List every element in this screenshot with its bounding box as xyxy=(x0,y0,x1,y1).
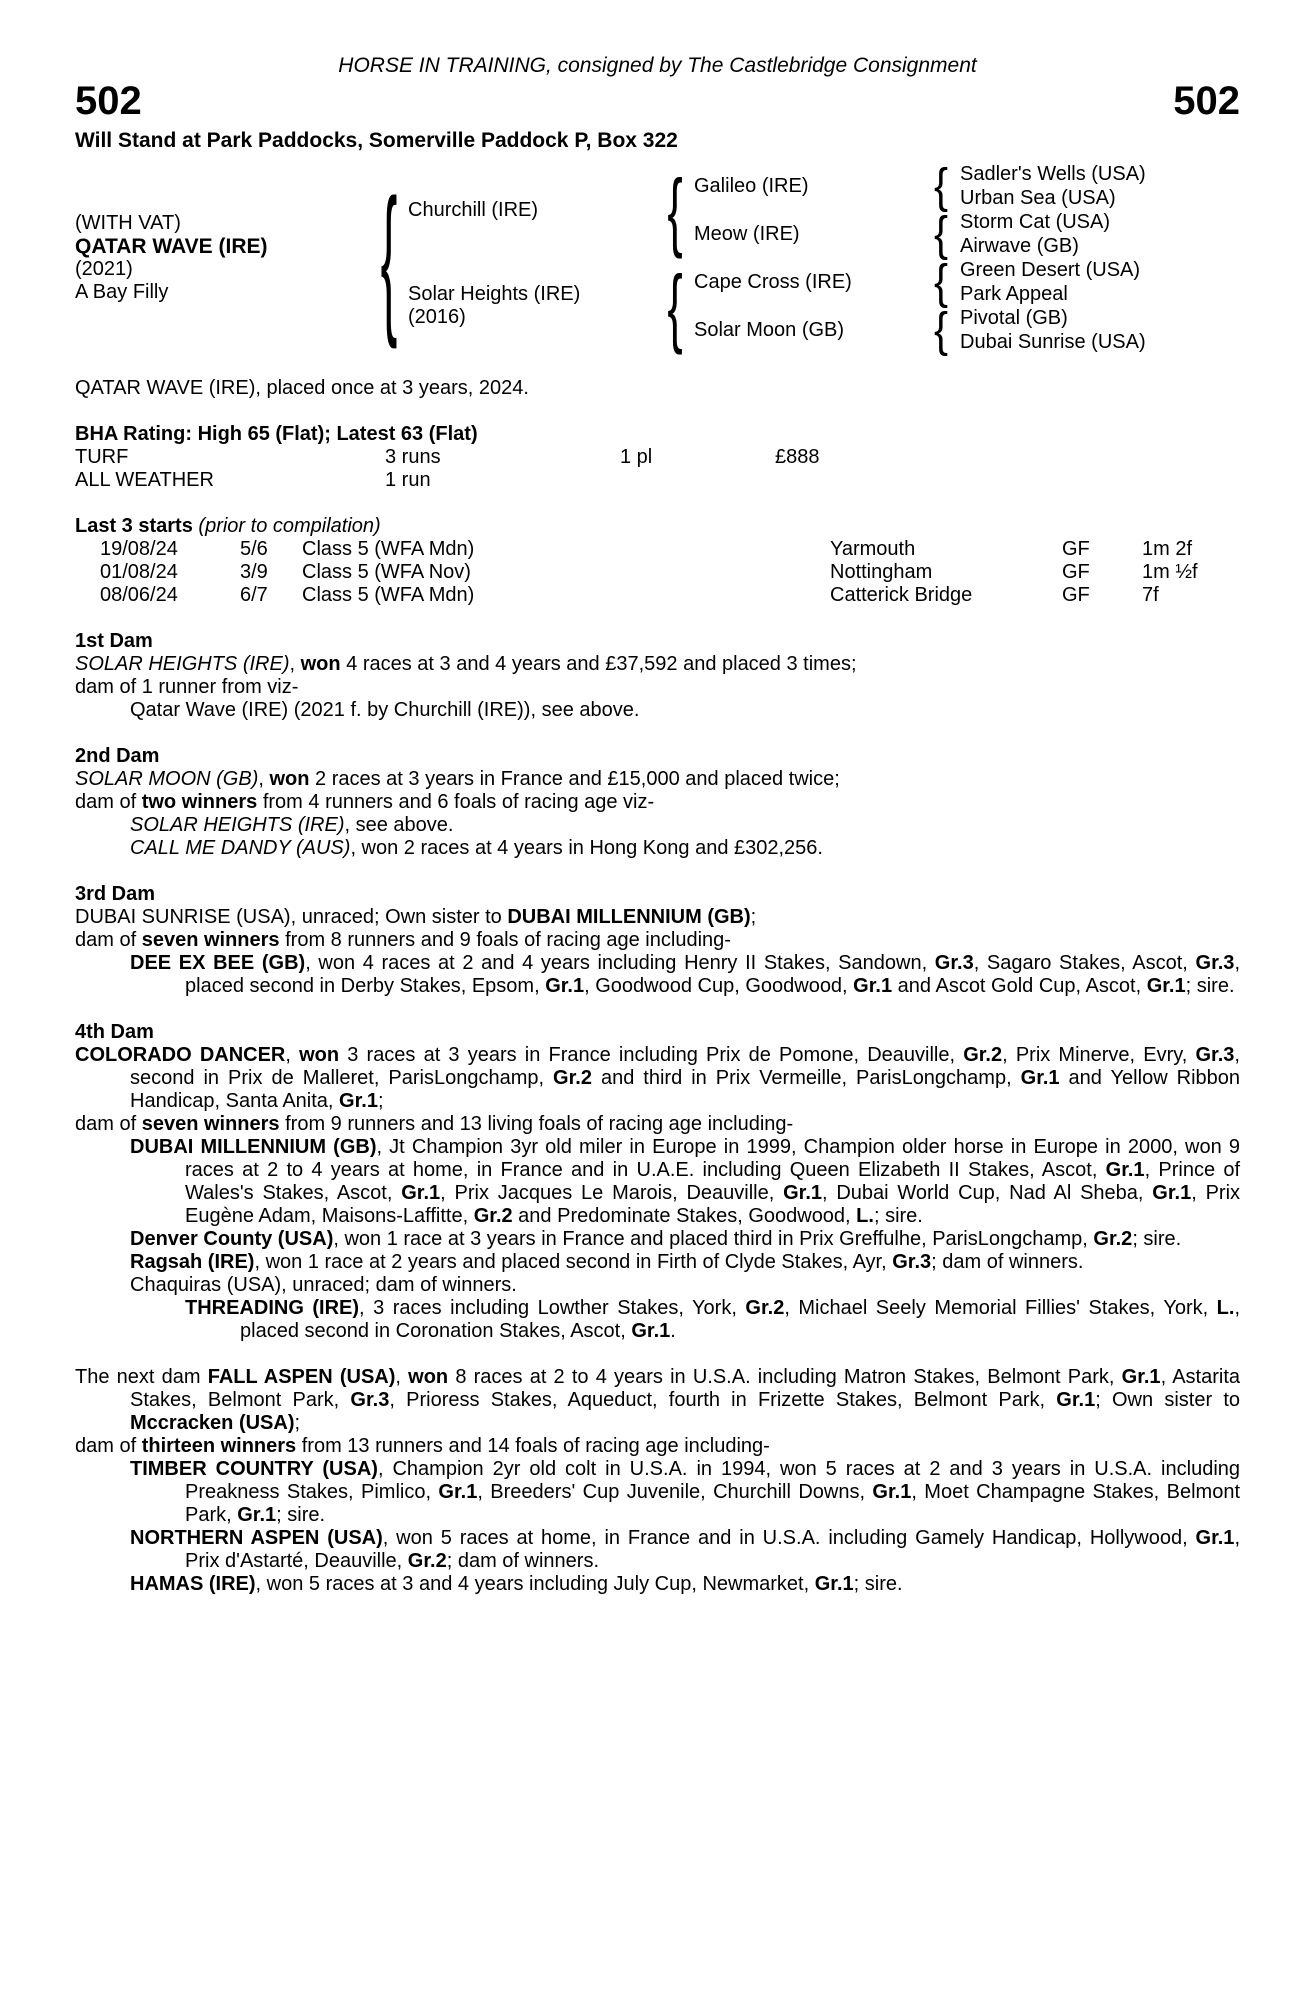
dam-record-para: SOLAR HEIGHTS (IRE), won 4 races at 3 and 4 years and £37,592 and placed 3 times; xyxy=(75,653,857,675)
dam-record-para: COLORADO DANCER, won 3 races at 3 years in France including Prix de Pomone, Deauville, Gr.2, Prix Minerve, Evry, Gr.3, second in Prix de Malleret, ParisLongchamp, Gr.2 and third in Prix Vermeille, ParisLongchamp, Gr.1 and Yellow Ribbon Handicap, Santa Anita, Gr.1; xyxy=(75,1044,1241,1112)
rating-places xyxy=(620,469,775,492)
dam-year: (2016) xyxy=(408,306,466,328)
race-position: 3/9 xyxy=(240,561,268,583)
dam-section-next xyxy=(75,1366,1240,1596)
race-summary-line: QATAR WAVE (IRE), placed once at 3 years, 2024. xyxy=(75,377,529,399)
last-starts-heading-note: (prior to compilation) xyxy=(198,515,381,537)
lot-number-right: 502 xyxy=(1173,79,1240,123)
rating-earnings xyxy=(775,469,1240,492)
pedigree-brace-gen3 xyxy=(922,302,960,357)
dam-heading: 1st Dam xyxy=(75,630,153,652)
rating-runs: 1 run xyxy=(385,469,431,491)
progeny-para: SOLAR HEIGHTS (IRE), see above. xyxy=(130,814,454,836)
progeny-para: THREADING (IRE), 3 races including Lowther Stakes, York, Gr.2, Michael Seely Memorial Fillies' Stakes, York, L., placed second in Coronation Stakes, Ascot, Gr.1. xyxy=(185,1297,1241,1342)
brace-icon: { xyxy=(933,158,949,213)
dam-section-4 xyxy=(75,1021,1240,1343)
race-date: 08/06/24 xyxy=(100,584,178,606)
brace-icon: { xyxy=(667,160,683,260)
progeny-para: HAMAS (IRE), won 5 races at 3 and 4 years including July Cup, Newmarket, Gr.1; sire. xyxy=(130,1573,903,1595)
rating-table xyxy=(75,446,1240,492)
vat-note: (WITH VAT) xyxy=(75,212,181,234)
race-going: GF xyxy=(1062,561,1090,583)
dam-record-para: SOLAR MOON (GB), won 2 races at 3 years in France and £15,000 and placed twice; xyxy=(75,768,840,790)
rating-section xyxy=(75,423,1240,492)
horse-name: QATAR WAVE (IRE) xyxy=(75,235,268,258)
dam-record-para: DUBAI SUNRISE (USA), unraced; Own sister to DUBAI MILLENNIUM (GB); xyxy=(75,906,757,928)
race-class: Class 5 (WFA Mdn) xyxy=(302,538,475,560)
dam-of-line: dam of two winners from 4 runners and 6 foals of racing age viz- xyxy=(75,791,655,813)
dam-of-line: dam of seven winners from 8 runners and 9 foals of racing age including- xyxy=(75,929,731,951)
dam-heading: 4th Dam xyxy=(75,1021,154,1043)
horse-description: A Bay Filly xyxy=(75,281,169,303)
race-course: Nottingham xyxy=(830,561,933,583)
pedigree-brace-sire xyxy=(656,162,694,258)
race-table xyxy=(100,538,1240,607)
race-course: Catterick Bridge xyxy=(830,584,973,606)
race-distance: 1m ½f xyxy=(1142,561,1198,583)
brace-icon: { xyxy=(933,302,949,357)
last-starts-section xyxy=(75,515,1240,607)
great-grandparent-name: Pivotal (GB) xyxy=(960,306,1068,329)
horse-foaled-year: (2021) xyxy=(75,258,133,280)
progeny-para: Qatar Wave (IRE) (2021 f. by Churchill (IRE)), see above. xyxy=(130,699,640,721)
great-grandparent-name: Storm Cat (USA) xyxy=(960,210,1111,233)
dam-section-3 xyxy=(75,883,1240,998)
race-going: GF xyxy=(1062,584,1090,606)
progeny-para: Denver County (USA), won 1 race at 3 years in France and placed third in Prix Greffulhe, ParisLongchamp, Gr.2; sire. xyxy=(130,1228,1182,1250)
last-starts-heading-label: Last 3 starts xyxy=(75,515,193,537)
pedigree-brace-dam xyxy=(656,258,694,354)
rating-earnings: £888 xyxy=(775,446,820,468)
dam-block xyxy=(408,258,656,354)
stand-location-line: Will Stand at Park Paddocks, Somerville Paddock P, Box 322 xyxy=(75,129,678,152)
sire-name: Churchill (IRE) xyxy=(408,198,539,221)
race-date: 01/08/24 xyxy=(100,561,178,583)
race-distance: 7f xyxy=(1142,584,1159,606)
rating-runs: 3 runs xyxy=(385,446,441,468)
race-course: Yarmouth xyxy=(830,538,916,560)
rating-surface: TURF xyxy=(75,446,129,468)
grandsire-name: Galileo (IRE) xyxy=(694,174,809,197)
dam-heading: 2nd Dam xyxy=(75,745,160,767)
great-grandparent-name: Airwave (GB) xyxy=(960,234,1079,257)
dam-name: Solar Heights (IRE) xyxy=(408,283,581,305)
race-class: Class 5 (WFA Nov) xyxy=(302,561,471,583)
race-going: GF xyxy=(1062,538,1090,560)
great-grandparent-name: Park Appeal xyxy=(960,282,1068,305)
race-class: Class 5 (WFA Mdn) xyxy=(302,584,475,606)
dam-of-line: dam of thirteen winners from 13 runners and 14 foals of racing age including- xyxy=(75,1435,770,1457)
lot-number-row xyxy=(75,79,1240,123)
pedigree-table xyxy=(75,158,1240,357)
rating-surface: ALL WEATHER xyxy=(75,469,214,491)
progeny-para: NORTHERN ASPEN (USA), won 5 races at home, in France and in U.S.A. including Gamely Handicap, Hollywood, Gr.1, Prix d'Astarté, Deauville, Gr.2; dam of winners. xyxy=(130,1527,1240,1572)
dam-record-para: The next dam FALL ASPEN (USA), won 8 races at 2 to 4 years in U.S.A. including Matron Stakes, Belmont Park, Gr.1, Astarita Stakes, Belmont Park, Gr.3, Prioress Stakes, Aqueduct, fourth in Frizette Stakes, Belmont Park, Gr.1; Own sister to Mccracken (USA); xyxy=(75,1366,1241,1434)
brace-icon: { xyxy=(933,254,949,309)
brace-icon: { xyxy=(380,165,398,351)
great-grandparent-name: Sadler's Wells (USA) xyxy=(960,162,1146,185)
race-position: 5/6 xyxy=(240,538,268,560)
brace-icon: { xyxy=(667,256,683,356)
bha-rating-heading: BHA Rating: High 65 (Flat); Latest 63 (Flat) xyxy=(75,423,478,445)
sire-block xyxy=(408,162,656,258)
great-grandparent-name: Green Desert (USA) xyxy=(960,258,1141,281)
great-grandparent-name: Dubai Sunrise (USA) xyxy=(960,330,1146,353)
pedigree-brace-gen3 xyxy=(922,158,960,213)
progeny-para: CALL ME DANDY (AUS), won 2 races at 4 years in Hong Kong and £302,256. xyxy=(130,837,823,859)
progeny-para: Ragsah (IRE), won 1 race at 2 years and placed second in Firth of Clyde Stakes, Ayr, Gr.3; dam of winners. xyxy=(130,1251,1084,1273)
progeny-para: DUBAI MILLENNIUM (GB), Jt Champion 3yr old miler in Europe in 1999, Champion older horse in Europe in 2000, won 9 races at 2 to 4 years at home, in France and in U.A.E. including Queen Elizabeth II Stakes, Ascot, Gr.1, Prince of Wales's Stakes, Ascot, Gr.1, Prix Jacques Le Marois, Deauville, Gr.1, Dubai World Cup, Nad Al Sheba, Gr.1, Prix Eugène Adam, Maisons-Laffitte, Gr.2 and Predominate Stakes, Goodwood, L.; sire. xyxy=(130,1136,1241,1227)
dam-of-line: dam of 1 runner from viz- xyxy=(75,676,299,698)
rating-places: 1 pl xyxy=(620,446,653,468)
pedigree-brace-main xyxy=(370,162,408,354)
grandsire-name: Cape Cross (IRE) xyxy=(694,270,852,293)
brace-icon: { xyxy=(933,206,949,261)
consignment-line: HORSE IN TRAINING, consigned by The Castlebridge Consignment xyxy=(338,54,977,77)
dam-section-1 xyxy=(75,630,1240,722)
dam-of-line: dam of seven winners from 9 runners and 13 living foals of racing age including- xyxy=(75,1113,794,1135)
pedigree-brace-gen3 xyxy=(922,254,960,309)
progeny-para: TIMBER COUNTRY (USA), Champion 2yr old colt in U.S.A. in 1994, won 5 races at 2 and 3 years in U.S.A. including Preakness Stakes, Pimlico, Gr.1, Breeders' Cup Juvenile, Churchill Downs, Gr.1, Moet Champagne Stakes, Belmont Park, Gr.1; sire. xyxy=(130,1458,1241,1526)
lot-number-left: 502 xyxy=(75,79,142,123)
great-grandparent-name: Urban Sea (USA) xyxy=(960,186,1116,209)
progeny-para: Chaquiras (USA), unraced; dam of winners. xyxy=(130,1274,517,1296)
dam-heading: 3rd Dam xyxy=(75,883,156,905)
progeny-para: DEE EX BEE (GB), won 4 races at 2 and 4 years including Henry II Stakes, Sandown, Gr.3, Sagaro Stakes, Ascot, Gr.3, placed second in Derby Stakes, Epsom, Gr.1, Goodwood Cup, Goodwood, Gr.1 and Ascot Gold Cup, Ascot, Gr.1; sire. xyxy=(130,952,1240,997)
horse-info-block xyxy=(75,162,370,354)
race-distance: 1m 2f xyxy=(1142,538,1193,560)
granddam-name: Meow (IRE) xyxy=(694,222,800,245)
race-position: 6/7 xyxy=(240,584,268,606)
dam-section-2 xyxy=(75,745,1240,860)
race-date: 19/08/24 xyxy=(100,538,178,560)
granddam-name: Solar Moon (GB) xyxy=(694,318,845,341)
pedigree-brace-gen3 xyxy=(922,206,960,261)
last-starts-heading xyxy=(75,515,1240,538)
